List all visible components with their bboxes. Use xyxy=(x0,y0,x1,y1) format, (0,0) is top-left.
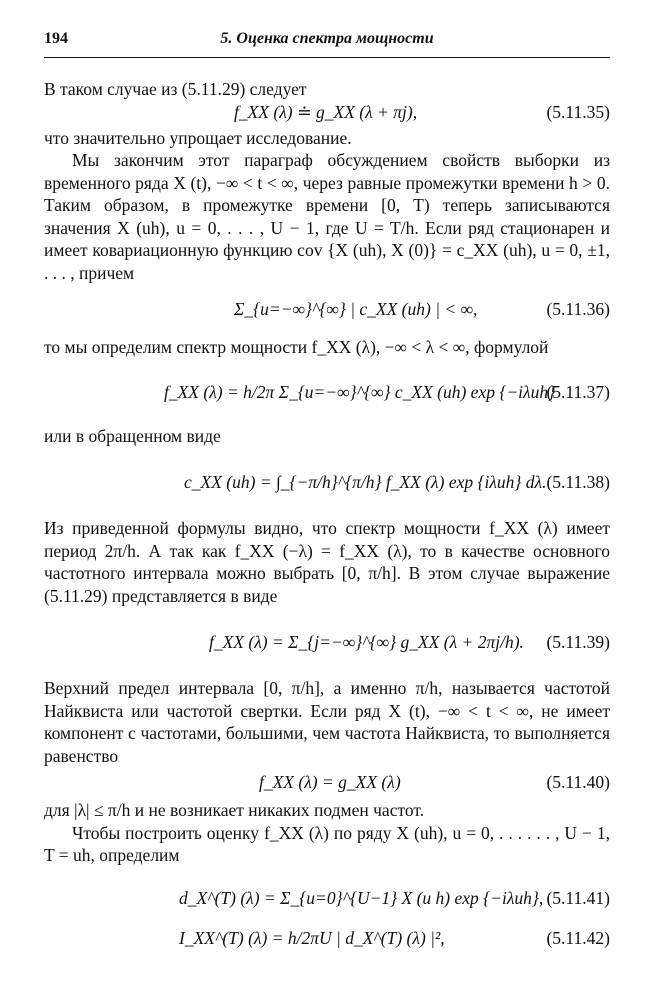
equation-number: (5.11.41) xyxy=(546,887,610,908)
equation-body: d_X^(T) (λ) = Σ_{u=0}^{U−1} X (u h) exp {−iλuh}, xyxy=(179,887,544,908)
running-title: 5. Оценка спектра мощности xyxy=(220,30,434,47)
equation-5-11-38 xyxy=(44,447,610,517)
equation-number: (5.11.35) xyxy=(546,101,610,122)
equation-body: I_XX^(T) (λ) = h/2πU | d_X^(T) (λ) |², xyxy=(179,927,445,948)
equation-body: Σ_{u=−∞}^{∞} | c_XX (uh) | < ∞, xyxy=(234,299,478,319)
equation-number: (5.11.40) xyxy=(546,772,610,792)
equation-body: f_XX (λ) = Σ_{j=−∞}^{∞} g_XX (λ + 2πj/h). xyxy=(209,632,524,652)
paragraph-3: Мы закончим этот параграф обсуждением свойств выборки из временного ряда X (t), −∞ < t < ∞, через равные промежутки времени h > 0. Таким образом, в промежутке времени [0, T) теперь записываются значения X (uh), u = 0, . . . , U − 1, где U = T/h. Если ряд стационарен и имеет ковариационную функцию cov {X (uh), X (0)} = c_XX (uh), u = 0, ±1, . . . , причем xyxy=(44,150,610,283)
equation-5-11-37 xyxy=(44,359,610,425)
page-number: 194 xyxy=(44,30,68,47)
paragraph-1: В таком случае из (5.11.29) следует xyxy=(44,79,307,99)
equation-number: (5.11.42) xyxy=(546,927,610,948)
paragraph-7: Верхний предел интервала [0, π/h], а именно π/h, называется частотой Найквиста или частотой свертки. Если ряд X (t), −∞ < t < ∞, не имеет компонент с частотами, большими, чем частота Найквиста, то выполняется равенство xyxy=(44,678,610,766)
paragraph-5: или в обращенном виде xyxy=(44,425,221,446)
equation-5-11-42 xyxy=(44,921,610,955)
paragraph-8: для |λ| ≤ π/h и не возникает никаких подмен частот. xyxy=(44,800,425,820)
paragraph-9: Чтобы построить оценку f_XX (λ) по ряду X (uh), u = 0, . . . . . . , U − 1, T = uh, определим xyxy=(44,822,610,865)
paragraph-2: что значительно упрощает исследование. xyxy=(44,127,352,148)
equation-5-11-36 xyxy=(44,284,610,336)
equation-body: f_XX (λ) = g_XX (λ) xyxy=(259,772,401,792)
equation-5-11-40 xyxy=(44,771,610,799)
equation-body: c_XX (uh) = ∫_{−π/h}^{π/h} f_XX (λ) exp {iλuh} dλ. xyxy=(184,472,547,492)
equation-5-11-41 xyxy=(44,871,610,921)
equation-number: (5.11.38) xyxy=(546,472,610,492)
equation-body: f_XX (λ) = h/2π Σ_{u=−∞}^{∞} c_XX (uh) exp {−iλuh} xyxy=(164,381,556,402)
equation-body: f_XX (λ) ≐ g_XX (λ + πj), xyxy=(234,101,418,122)
header-rule xyxy=(44,57,610,58)
equation-number: (5.11.36) xyxy=(546,299,610,319)
page-header xyxy=(44,30,610,54)
book-page xyxy=(44,30,610,955)
equation-5-11-35 xyxy=(44,101,610,127)
equation-number: (5.11.39) xyxy=(546,632,610,652)
equation-5-11-39 xyxy=(44,607,610,677)
equation-number: (5.11.37) xyxy=(546,381,610,402)
paragraph-6: Из приведенной формулы видно, что спектр мощности f_XX (λ) имеет период 2π/h. А так как f_XX (−λ) = f_XX (λ), то в качестве основного частотного интервала можно выбрать [0, π/h]. В этом случае выражение (5.11.29) представляется в виде xyxy=(44,518,610,606)
paragraph-4: то мы определим спектр мощности f_XX (λ), −∞ < λ < ∞, формулой xyxy=(44,337,549,357)
